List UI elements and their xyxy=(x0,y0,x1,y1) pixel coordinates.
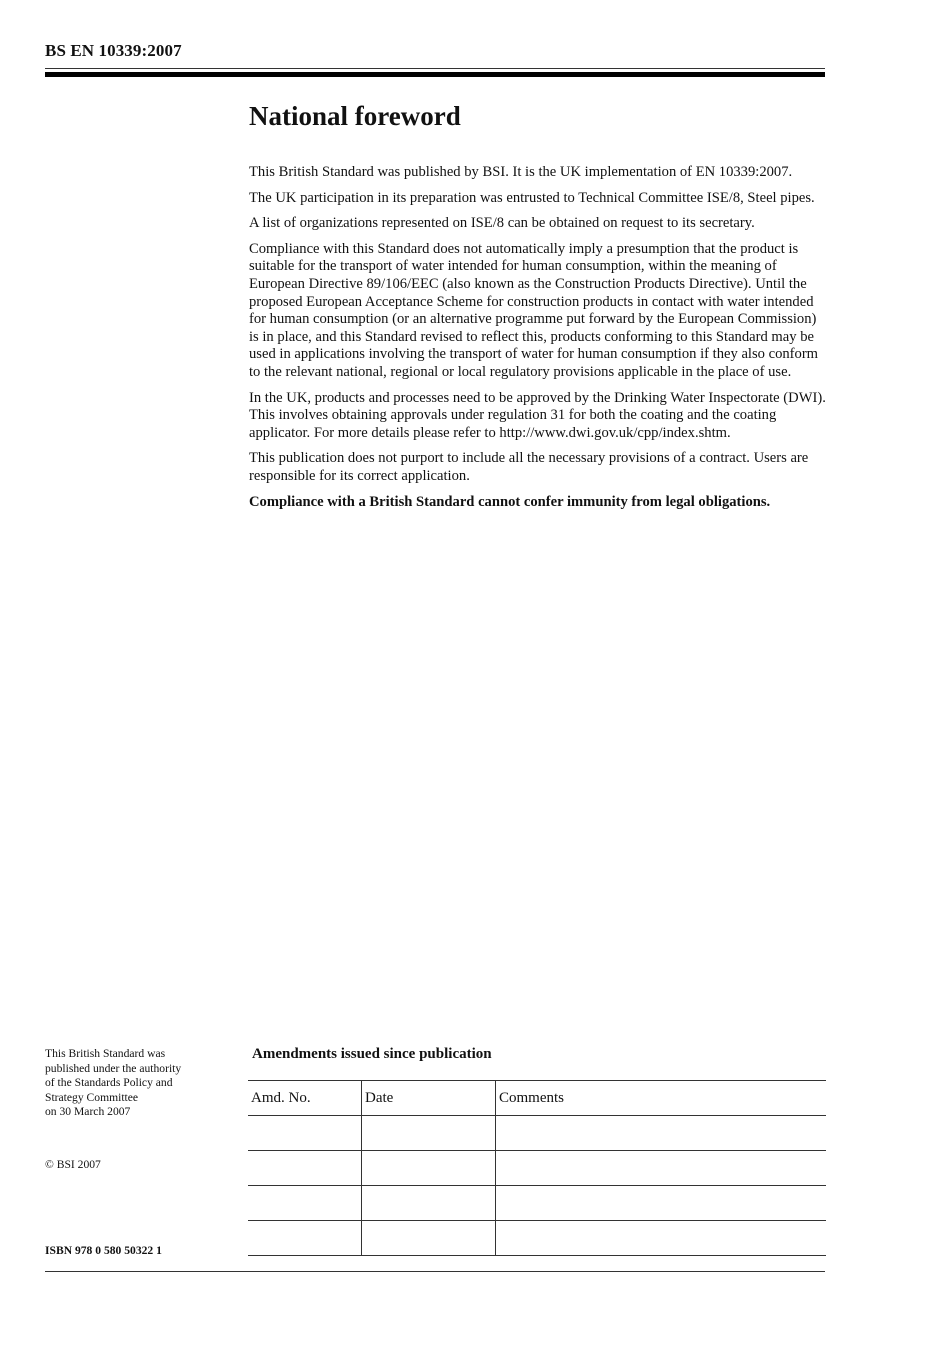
column-header: Amd. No. xyxy=(248,1081,362,1116)
table-cell xyxy=(248,1186,362,1221)
table-row xyxy=(248,1116,826,1151)
compliance-statement: Compliance with a British Standard cannot confer immunity from legal obligations. xyxy=(249,493,771,510)
publication-note xyxy=(45,1047,235,1120)
footer-rule xyxy=(45,1271,825,1272)
paragraph: Compliance with this Standard does not automatically imply a presumption that the product is suitable for the transport of water intended for human consumption, within the meaning of European Directive 89/106/EEC (also known as the Construction Products Directive). Until the proposed European Acceptance Scheme for construction products in contact with water intended for human consumption (or an alternative programme put forward by the European Commission) is in place, and this Standard revised to reflect this, products conforming to this Standard may be used in applications involving the transport of water for human consumption if they also conform to the relevant national, regional or local regulatory provisions applicable in the place of use. xyxy=(249,240,819,380)
table-row xyxy=(248,1221,826,1256)
amendments-heading: Amendments issued since publication xyxy=(252,1046,492,1062)
paragraph: This publication does not purport to include all the necessary provisions of a contract. Users are responsible for its correct application. xyxy=(249,450,809,484)
table-cell xyxy=(362,1186,496,1221)
table-cell xyxy=(496,1151,827,1186)
paragraph: In the UK, products and processes need to be approved by the Drinking Water Inspectorate (DWI). This involves obtaining approvals under regulation 31 for both the coating and the coating applicator. For more details please refer to http://www.dwi.gov.uk/cpp/index.shtm. xyxy=(249,389,826,441)
table-cell xyxy=(248,1151,362,1186)
publication-note-line: of the Standards Policy and xyxy=(45,1076,173,1090)
header-rule-thick xyxy=(45,72,825,77)
table-cell xyxy=(496,1116,827,1151)
table-cell xyxy=(362,1116,496,1151)
table-cell xyxy=(496,1186,827,1221)
isbn: ISBN 978 0 580 50322 1 xyxy=(45,1244,162,1257)
table-header-row xyxy=(248,1081,826,1116)
table-cell xyxy=(362,1151,496,1186)
publication-note-line: Strategy Committee xyxy=(45,1090,139,1104)
paragraph: The UK participation in its preparation was entrusted to Technical Committee ISE/8, Steel pipes. xyxy=(249,189,815,206)
document-id: BS EN 10339:2007 xyxy=(45,41,182,60)
table-cell xyxy=(362,1221,496,1256)
page-title: National foreword xyxy=(249,101,461,131)
table-row xyxy=(248,1151,826,1186)
column-header: Comments xyxy=(496,1081,827,1116)
table-cell xyxy=(248,1221,362,1256)
table-cell xyxy=(248,1116,362,1151)
column-header: Date xyxy=(362,1081,496,1116)
publication-note-line: on 30 March 2007 xyxy=(45,1105,131,1119)
table-cell xyxy=(496,1221,827,1256)
paragraph: This British Standard was published by BSI. It is the UK implementation of EN 10339:2007. xyxy=(249,164,793,180)
copyright: © BSI 2007 xyxy=(45,1158,101,1171)
table-row xyxy=(248,1186,826,1221)
publication-note-line: published under the authority xyxy=(45,1061,182,1075)
paragraph: A list of organizations represented on ISE/8 can be obtained on request to its secretary. xyxy=(249,215,755,232)
publication-note-line: This British Standard was xyxy=(45,1047,166,1060)
amendments-table xyxy=(248,1080,826,1256)
foreword-body xyxy=(249,164,829,519)
header-rule-thin xyxy=(45,68,825,69)
